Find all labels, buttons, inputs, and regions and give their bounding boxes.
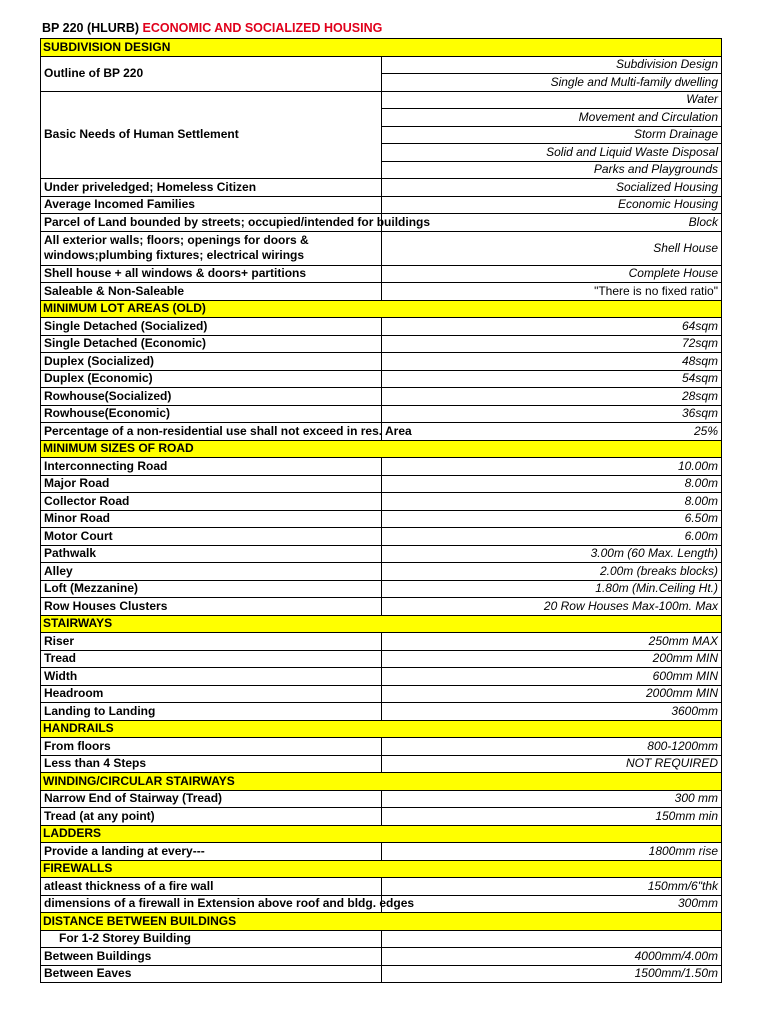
- row-value: Economic Housing: [381, 196, 722, 214]
- row-value: Water: [381, 91, 722, 109]
- section-header-row: [41, 825, 722, 843]
- table-row: [41, 790, 722, 808]
- table-row: [41, 965, 722, 983]
- table-row: [41, 528, 722, 546]
- section-header: DISTANCE BETWEEN BUILDINGS: [41, 913, 722, 931]
- section-header: STAIRWAYS: [41, 615, 722, 633]
- section-header-row: [41, 773, 722, 791]
- title-highlight: ECONOMIC AND SOCIALIZED HOUSING: [142, 21, 383, 35]
- table-row: [41, 214, 722, 232]
- row-value: 200mm MIN: [381, 650, 722, 668]
- row-value: [381, 930, 722, 948]
- row-label: Motor Court: [41, 528, 382, 546]
- row-label: Basic Needs of Human Settlement: [41, 91, 382, 179]
- row-value: 72sqm: [381, 335, 722, 353]
- row-value: Storm Drainage: [381, 126, 722, 144]
- row-label: dimensions of a firewall in Extension above roof and bldg. edges: [41, 895, 382, 913]
- row-value: Parks and Playgrounds: [381, 161, 722, 179]
- table-row: [41, 738, 722, 756]
- table-row: [41, 650, 722, 668]
- row-value: 300mm: [381, 895, 722, 913]
- row-label: Average Incomed Families: [41, 196, 382, 214]
- row-value: Block: [381, 214, 722, 232]
- row-value: 1.80m (Min.Ceiling Ht.): [381, 580, 722, 598]
- row-value: 1500mm/1.50m: [381, 965, 722, 983]
- table-row: [41, 179, 722, 197]
- table-row: [41, 353, 722, 371]
- row-label: All exterior walls; floors; openings for doors & windows;plumbing fixtures; electrical wirings: [41, 231, 382, 265]
- row-label: Rowhouse(Economic): [41, 405, 382, 423]
- table-row: [41, 510, 722, 528]
- row-label: Collector Road: [41, 493, 382, 511]
- table-row: [41, 458, 722, 476]
- row-label: Tread: [41, 650, 382, 668]
- table-row: [41, 895, 722, 913]
- row-label: atleast thickness of a fire wall: [41, 878, 382, 896]
- row-label: Duplex (Economic): [41, 370, 382, 388]
- table-row: [41, 265, 722, 283]
- row-label: Interconnecting Road: [41, 458, 382, 476]
- section-header: SUBDIVISION DESIGN: [41, 39, 722, 57]
- row-label: Tread (at any point): [41, 808, 382, 826]
- row-value: Socialized Housing: [381, 179, 722, 197]
- row-label: Row Houses Clusters: [41, 598, 382, 616]
- row-value: 150mm min: [381, 808, 722, 826]
- table-row: [41, 335, 722, 353]
- row-value: Movement and Circulation: [381, 109, 722, 127]
- row-label: For 1-2 Storey Building: [41, 930, 382, 948]
- row-label: Single Detached (Socialized): [41, 318, 382, 336]
- row-value: 36sqm: [381, 405, 722, 423]
- table-row: [41, 545, 722, 563]
- table-row: [41, 423, 722, 441]
- row-label: Under priveledged; Homeless Citizen: [41, 179, 382, 197]
- table-row: [41, 755, 722, 773]
- table-row: [41, 808, 722, 826]
- row-value: 600mm MIN: [381, 668, 722, 686]
- section-header: FIREWALLS: [41, 860, 722, 878]
- row-label: Major Road: [41, 475, 382, 493]
- row-value: 4000mm/4.00m: [381, 948, 722, 966]
- row-value: Complete House: [381, 265, 722, 283]
- row-label: Percentage of a non-residential use shall not exceed in res. Area: [41, 423, 382, 441]
- section-header-row: [41, 913, 722, 931]
- table-row: [41, 196, 722, 214]
- table-row: [41, 633, 722, 651]
- row-value: 6.00m: [381, 528, 722, 546]
- section-header-row: [41, 440, 722, 458]
- row-label: From floors: [41, 738, 382, 756]
- row-value: 25%: [381, 423, 722, 441]
- section-header: HANDRAILS: [41, 720, 722, 738]
- section-header: LADDERS: [41, 825, 722, 843]
- row-label: Minor Road: [41, 510, 382, 528]
- table-row: [41, 56, 722, 74]
- section-header-row: [41, 860, 722, 878]
- row-value: 54sqm: [381, 370, 722, 388]
- row-value: 800-1200mm: [381, 738, 722, 756]
- table-row: [41, 283, 722, 301]
- row-value: 28sqm: [381, 388, 722, 406]
- section-header: MINIMUM LOT AREAS (OLD): [41, 300, 722, 318]
- table-row: [41, 231, 722, 265]
- row-value: 250mm MAX: [381, 633, 722, 651]
- row-value: Subdivision Design: [381, 56, 722, 74]
- section-header: WINDING/CIRCULAR STAIRWAYS: [41, 773, 722, 791]
- row-label: Parcel of Land bounded by streets; occupied/intended for buildings: [41, 214, 382, 232]
- row-value: 64sqm: [381, 318, 722, 336]
- row-label: Saleable & Non-Saleable: [41, 283, 382, 301]
- spec-table: [40, 38, 722, 983]
- row-value: 8.00m: [381, 475, 722, 493]
- table-row: [41, 318, 722, 336]
- table-row: [41, 475, 722, 493]
- section-header: MINIMUM SIZES OF ROAD: [41, 440, 722, 458]
- table-row: [41, 948, 722, 966]
- row-label: Headroom: [41, 685, 382, 703]
- section-header-row: [41, 720, 722, 738]
- section-header-row: [41, 39, 722, 57]
- row-label: Outline of BP 220: [41, 56, 382, 91]
- table-row: [41, 598, 722, 616]
- row-value: 150mm/6"thk: [381, 878, 722, 896]
- section-header-row: [41, 615, 722, 633]
- table-row: [41, 91, 722, 109]
- row-label: Width: [41, 668, 382, 686]
- row-label: Provide a landing at every---: [41, 843, 382, 861]
- row-value: "There is no fixed ratio": [381, 283, 722, 301]
- row-value: 6.50m: [381, 510, 722, 528]
- row-label: Single Detached (Economic): [41, 335, 382, 353]
- table-row: [41, 843, 722, 861]
- row-value: Solid and Liquid Waste Disposal: [381, 144, 722, 162]
- document-title: [42, 21, 382, 35]
- row-value: Shell House: [381, 231, 722, 265]
- row-value: 3600mm: [381, 703, 722, 721]
- row-value: NOT REQUIRED: [381, 755, 722, 773]
- row-value: 48sqm: [381, 353, 722, 371]
- row-value: 8.00m: [381, 493, 722, 511]
- row-label: Riser: [41, 633, 382, 651]
- row-label: Landing to Landing: [41, 703, 382, 721]
- row-value: 300 mm: [381, 790, 722, 808]
- row-label: Narrow End of Stairway (Tread): [41, 790, 382, 808]
- row-label: Between Eaves: [41, 965, 382, 983]
- row-value: Single and Multi-family dwelling: [381, 74, 722, 92]
- row-value: 3.00m (60 Max. Length): [381, 545, 722, 563]
- row-label: Rowhouse(Socialized): [41, 388, 382, 406]
- table-row: [41, 668, 722, 686]
- title-prefix: BP 220 (HLURB): [42, 21, 140, 35]
- table-row: [41, 563, 722, 581]
- row-value: 2.00m (breaks blocks): [381, 563, 722, 581]
- row-label: Shell house + all windows & doors+ partitions: [41, 265, 382, 283]
- row-value: 2000mm MIN: [381, 685, 722, 703]
- table-row: [41, 493, 722, 511]
- row-label: Alley: [41, 563, 382, 581]
- table-row: [41, 685, 722, 703]
- row-value: 10.00m: [381, 458, 722, 476]
- table-row: [41, 878, 722, 896]
- row-label: Loft (Mezzanine): [41, 580, 382, 598]
- section-header-row: [41, 300, 722, 318]
- table-row: [41, 405, 722, 423]
- table-row: [41, 388, 722, 406]
- table-row: [41, 930, 722, 948]
- row-value: 20 Row Houses Max-100m. Max: [381, 598, 722, 616]
- table-row: [41, 703, 722, 721]
- row-label: Pathwalk: [41, 545, 382, 563]
- row-value: 1800mm rise: [381, 843, 722, 861]
- row-label: Between Buildings: [41, 948, 382, 966]
- table-row: [41, 580, 722, 598]
- row-label: Duplex (Socialized): [41, 353, 382, 371]
- row-label: Less than 4 Steps: [41, 755, 382, 773]
- table-row: [41, 370, 722, 388]
